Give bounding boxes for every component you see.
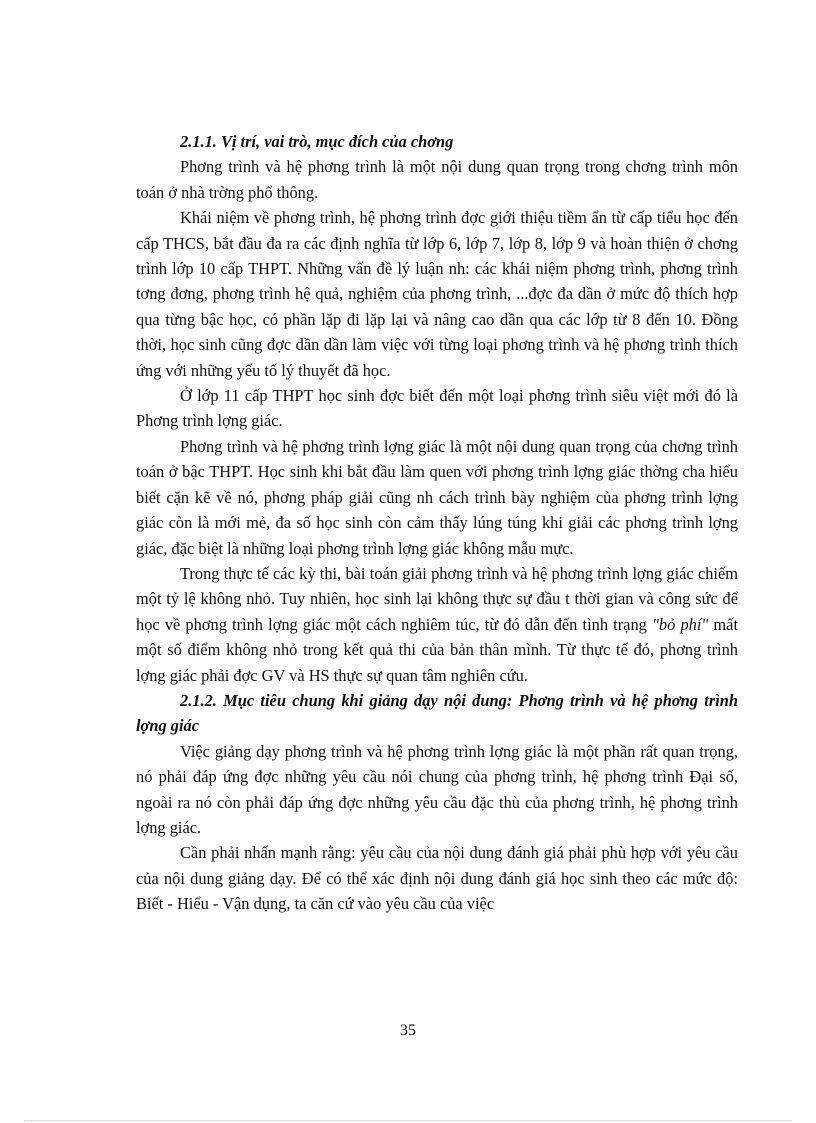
paragraph: Phơng trình và hệ phơng trình là một nội dung quan trọng trong chơng trình môn toán ở nhà trờng phổ thông.	[136, 157, 738, 202]
paragraph: Cần phải nhấn mạnh rằng: yêu cầu của nội dung đánh giá phải phù hợp với yêu cầu của nội dung giảng dạy. Để có thể xác định nội dung đánh giá học sinh theo các mức độ: Biết - Hiểu - Vận dụng, ta căn cứ vào yêu cầu của việc	[136, 843, 738, 914]
paragraph: Phơng trình và hệ phơng trình lợng giác là một nội dung quan trọng của chơng trình toán ở bậc THPT. Học sinh khi bắt đầu làm quen với phơng trình lợng giác thờng cha hiểu biết cặn kẽ về nó, phơng pháp giải cũng nh cách trình bày nghiệm của phơng trình lợng giác còn là mới mẻ, đa số học sinh còn cảm thấy lúng túng khi giải các phơng trình lợng giác, đặc biệt là những loại phơng trình lợng giác không mẫu mực.	[136, 436, 738, 558]
paragraph-exam	[136, 561, 738, 688]
paragraph: Ở lớp 11 cấp THPT học sinh đợc biết đến một loại phơng trình siêu việt mới đó là Phơng trình lợng giác.	[136, 386, 738, 431]
paragraph-text: Trong thực tế các kỳ thi, bài toán giải phơng trình và hệ phơng trình lợng giác chiếm một tỷ lệ không nhỏ. Tuy nhiên, học sinh lại không thực sự đầu t thời gian và công sức để học về phơng trình lợng giác một cách nghiêm túc, từ đó dẫn đến tình trạng	[136, 563, 738, 634]
section-heading-2-1-2: 2.1.2. Mục tiêu chung khi giảng dạy nội dung: Phơng trình và hệ phơng trình lợng giác	[136, 690, 738, 736]
footer-divider	[24, 1120, 792, 1121]
document-page	[136, 129, 738, 917]
paragraph: Việc giảng dạy phơng trình và hệ phơng trình lợng giác là một phần rất quan trọng, nó phải đáp ứng đợc những yêu cầu nói chung của phơng trình, hệ phơng trình Đại số, ngoài ra nó còn phải đáp ứng đợc những yêu cầu đặc thù của phơng trình, hệ phơng trình lợng giác.	[136, 741, 738, 837]
page-number: 35	[400, 1022, 416, 1039]
paragraph-text: mất một số điểm không nhỏ trong kết quả thi của bản thân mình. Từ thực tế đó, phơng trình lợng giác phải đợc GV và HS thực sự quan tâm nghiên cứu.	[136, 614, 739, 685]
paragraph: Khái niệm về phơng trình, hệ phơng trình đợc giới thiệu tiềm ẩn từ cấp tiểu học đến cấp THCS, bắt đầu đa ra các định nghĩa từ lớp 6, lớp 7, lớp 8, lớp 9 và hoàn thiện ở chơng trình lớp 10 cấp THPT. Những vấn đề lý luận nh: các khái niệm phơng trình, phơng trình tơng đơng, phơng trình hệ quả, nghiệm của phơng trình, ...đợc đa dần ở mức độ thích hợp qua từng bậc học, có phần lặp đi lặp lại và nâng cao dần qua các lớp từ 8 đến 10. Đồng thời, học sinh cũng đợc dần dần làm việc với từng loại phơng trình và hệ phơng trình thích ứng với những yếu tố lý thuyết đã học.	[136, 208, 738, 380]
italic-phrase: "bỏ phí"	[652, 614, 709, 634]
section-heading-2-1-1: 2.1.1. Vị trí, vai trò, mục đích của chơng	[180, 132, 454, 151]
